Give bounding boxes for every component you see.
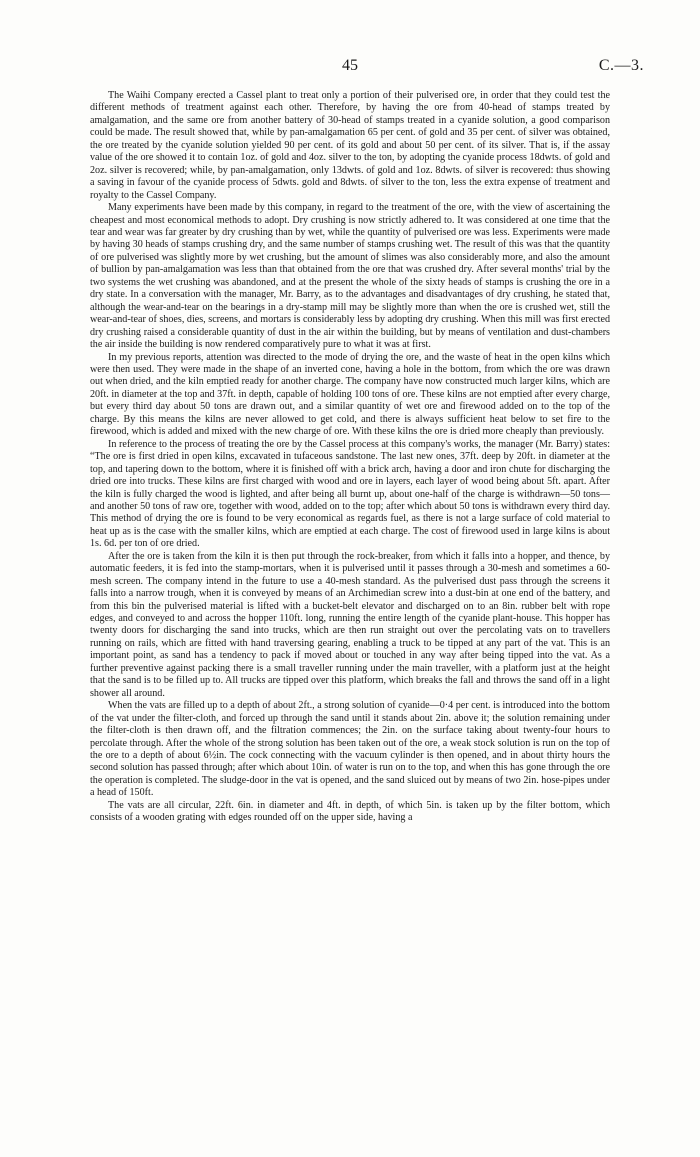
paragraph: After the ore is taken from the kiln it is then put through the rock-breaker, from which it falls into a hopper, and thence, by automatic feeders, it is fed into the stamp-mortars, when it is pulverised until it passes through a 30-mesh and sometimes a 60-mesh screen. The company intend in the future to use a 40-mesh standard. As the pulverised dust pass through the screens it falls into a narrow trough, when it is conveyed by means of an Archimedian screw into a dust-bin at one end of the battery, and from this bin the pulverised material is lifted with a bucket-belt elevator and discharged on to an 8in. rubber belt with rope edges, and conveyed to and across the hopper 110ft. long, running the entire length of the cyanide plant-house. This hopper has twenty doors for discharging the sand into trucks, which are then run straight out over the percolating vats on to travellers running on rails, which are fitted with hand traversing gearing, enabling a truck to be tipped at any part of the vat. This is an important point, as sand has a tendency to pack if moved about or touched in any way after being tipped into the vat. As a further preventive against packing there is a small traveller running under the main traveller, with a platform just at the height that the sand is to be filled up to. All trucks are tipped over this platform, which breaks the fall and throws the sand off in a light shower all around. bbox=[90, 550, 610, 699]
paragraph: Many experiments have been made by this company, in regard to the treatment of the ore, with the view of ascertaining the cheapest and most economical methods to adopt. Dry crushing is now strictly adhered to. It was considered at one time that the tear and wear was far greater by dry crushing than by wet, while the quantity of pulverised ore was less. Experiments were made by having 30 heads of stamps crushing dry, and the same number of stamps crushing wet. The result of this was that the quantity of ore pulverised was slightly more by wet crushing, but the amount of slimes was also considerably more, and also the amount of bullion by pan-amalgamation was less than that obtained from the ore that was crushed dry. After several months' trial by the two systems the wet crushing was abandoned, and at the present the whole of the sixty heads of stamps is crushing the ore in a dry state. In a conversation with the manager, Mr. Barry, as to the advantages and disadvantages of dry crushing, he stated that, although the wear-and-tear on the bearings in a dry-stamp mill may be slightly more than when the ore is crushed wet, still the wear-and-tear of shoes, dies, screens, and mortars is considerably less by adopting dry crushing. When this mill was first erected dry crushing raised a considerable quantity of dust in the air within the building, but by means of ventilation and dust-chambers the air inside the building is now rendered comparatively pure to what it was at first. bbox=[90, 202, 610, 351]
document-reference: C.—3. bbox=[598, 57, 644, 74]
paragraph: When the vats are filled up to a depth of about 2ft., a strong solution of cyanide—0·4 per cent. is introduced into the bottom of the vat under the filter-cloth, and forced up through the sand until it stands about 2in. above it; the solution remaining under the filter-cloth is then drawn off, and the filtration commences; the 2in. on the surface taking about twenty-four hours to percolate through. After the whole of the strong solution has been taken out of the ore, a weak stock solution is run on the top of the ore to a depth of about 6½in. The cock connecting with the vacuum cylinder is then opened, and in about thirty hours the second solution has passed through; after which about 10in. of water is run on to the top, and when this has gone through the ore the operation is completed. The sludge-door in the vat is opened, and the sand sluiced out by means of two 2in. hose-pipes under a head of 150ft. bbox=[90, 700, 610, 799]
body-text bbox=[90, 90, 610, 825]
page-header bbox=[0, 57, 700, 81]
paragraph: The Waihi Company erected a Cassel plant to treat only a portion of their pulverised ore, in order that they could test the different methods of treatment against each other. Therefore, by having the ore from 40-head of stamps treated by amalgamation, and the same ore from another battery of 30-head of stamps treated in a cyanide solution, a good comparison could be made. The result showed that, while by pan-amalgamation 65 per cent. of gold and 35 per cent. of silver was obtained, the ore treated by the cyanide solution yielded 90 per cent. of its gold and about 50 per cent. of its silver. That is, if the assay value of the ore showed it to contain 1oz. of gold and 4oz. silver to the ton, by adopting the cyanide process 18dwts. of gold and 2oz. silver is recovered; while, by pan-amalgamation, only 13dwts. of gold and 1oz. 8dwts. of silver is recovered: thus showing a saving in favour of the cyanide process of 5dwts. gold and 8dwts. of silver to the ton, less the extra expense of treatment and royalty to the Cassel Company. bbox=[90, 90, 610, 201]
paragraph: In reference to the process of treating the ore by the Cassel process at this company's works, the manager (Mr. Barry) states: “The ore is first dried in open kilns, excavated in tufaceous sandstone. The last new ones, 37ft. deep by 20ft. in diameter at the top, and tapering down to the bottom, where it is finished off with a brick arch, having a door and iron chute for discharging the dried ore into trucks. These kilns are first charged with wood and ore in layers, each layer of wood being about 5ft. apart. After the kiln is fully charged the wood is lighted, and after being all burnt up, about one-half of the charge is withdrawn—50 tons—and another 50 tons of raw ore, together with wood, added on to the top; after which about 50 tons is withdrawn every third day. This method of drying the ore is found to be very economical as regards fuel, as there is not a large surface of cold material to heat up as is the case with the smaller kilns, which are emptied at each charge. The cost of firewood used in large kilns is about 1s. 6d. per ton of ore dried. bbox=[90, 438, 610, 550]
page-number: 45 bbox=[342, 57, 358, 74]
paragraph: In my previous reports, attention was directed to the mode of drying the ore, and the waste of heat in the open kilns which were then used. They were made in the shape of an inverted cone, having a hole in the bottom, from which the ore was drawn out when dried, and the kiln emptied ready for another charge. The company have now constructed much larger kilns, which are 20ft. in diameter at the top and 37ft. in depth, capable of holding 100 tons of ore. These kilns are not emptied after every charge, but every third day about 50 tons are drawn out, and a similar quantity of wet ore and firewood added on to the top of the charge. By this means the kilns are never allowed to get cold, and there is always sufficient heat below to set fire to the firewood, which is added and mixed with the new charge of ore. With these kilns the ore is dried more cheaply than previously. bbox=[90, 351, 610, 438]
paragraph: The vats are all circular, 22ft. 6in. in diameter and 4ft. in depth, of which 5in. is taken up by the filter bottom, which consists of a wooden grating with edges rounded off on the upper side, having a bbox=[90, 799, 610, 824]
